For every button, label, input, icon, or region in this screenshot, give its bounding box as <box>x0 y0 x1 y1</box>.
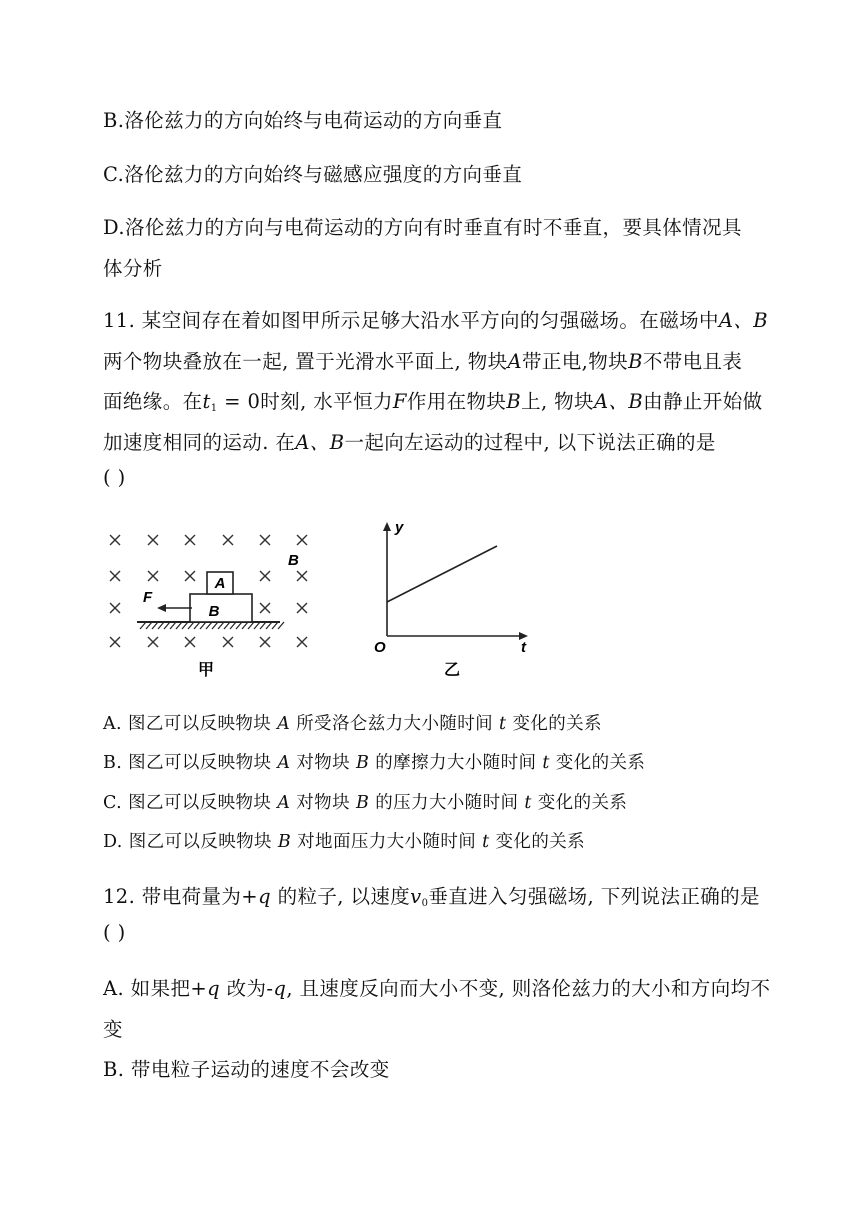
ground-hatch-stroke <box>182 622 188 629</box>
y-axis-label: y <box>395 519 404 536</box>
q10-option-d-line1: D.洛伦兹力的方向与电荷运动的方向有时垂直有时不垂直，要具体情况具 <box>103 216 742 239</box>
label-a: A <box>214 575 226 592</box>
ground-hatch-stroke <box>230 622 236 629</box>
ground-hatch-stroke <box>248 622 254 629</box>
q11-stem-line4: 加速度相同的运动. 在A、B一起向左运动的过程中, 以下说法正确的是 <box>103 431 716 454</box>
q11-stem-line3: 面绝缘。在$t_1 = 0$时刻, 水平恒力F作用在物块B上, 物块A、B由静止开始做 <box>103 390 763 414</box>
ground-hatch-stroke <box>224 622 230 629</box>
caption-yi: 乙 <box>444 662 461 679</box>
figure-yi <box>374 519 528 679</box>
q10-option-b: B.洛伦兹力的方向始终与电荷运动的方向垂直 <box>103 109 503 132</box>
ground-hatch-stroke <box>140 622 146 629</box>
q12-option-b: B. 带电粒子运动的速度不会改变 <box>103 1058 390 1081</box>
ground-hatch-stroke <box>272 622 278 629</box>
graph-line <box>387 546 497 602</box>
label-b-block: B <box>208 603 220 620</box>
ground-hatch-stroke <box>212 622 218 629</box>
figure-jia <box>110 535 307 679</box>
ground-hatch-stroke <box>146 622 152 629</box>
ground-hatch-stroke <box>164 622 170 629</box>
q12-option-a-line2: 变 <box>103 1018 123 1041</box>
q11-option-a: A. 图乙可以反映物块 A 所受洛仑兹力大小随时间 t 变化的关系 <box>103 714 602 734</box>
ground-hatch-stroke <box>266 622 272 629</box>
ground-hatch-stroke <box>218 622 224 629</box>
q11-option-b: B. 图乙可以反映物块 A 对物块 B 的摩擦力大小随时间 t 变化的关系 <box>103 753 646 773</box>
q12-answer-blank: ( ) <box>103 921 126 944</box>
ground-hatch-stroke <box>278 622 284 629</box>
caption-jia: 甲 <box>198 662 215 679</box>
force-arrow-head <box>157 604 166 612</box>
block-b <box>190 594 252 622</box>
ground-hatch-stroke <box>194 622 200 629</box>
q11-option-d: D. 图乙可以反映物块 B 对地面压力大小随时间 t 变化的关系 <box>103 832 586 852</box>
x-axis-label: t <box>521 639 526 656</box>
ground-hatch-stroke <box>242 622 248 629</box>
q11-figure <box>100 512 560 684</box>
ground-hatch-stroke <box>260 622 266 629</box>
q12-option-a-line1: A. 如果把+q 改为-q, 且速度反向而大小不变, 则洛伦兹力的大小和方向均不 <box>103 977 771 1000</box>
ground-hatch-stroke <box>170 622 176 629</box>
q10-option-c: C.洛伦兹力的方向始终与磁感应强度的方向垂直 <box>103 163 523 186</box>
q11-stem-line2: 两个物块叠放在一起, 置于光滑水平面上, 物块A带正电,物块B不带电且表 <box>103 350 743 373</box>
label-b-field: B <box>288 552 299 569</box>
ground-hatch-stroke <box>158 622 164 629</box>
ground-hatch-stroke <box>188 622 194 629</box>
q10-option-d-line2: 体分析 <box>103 257 163 280</box>
origin-label: O <box>374 639 386 656</box>
q11-answer-blank: ( ) <box>103 466 126 489</box>
label-f: F <box>143 589 153 606</box>
ground-hatch-stroke <box>206 622 212 629</box>
ground-hatching <box>140 622 284 629</box>
ground-hatch-stroke <box>236 622 242 629</box>
ground-hatch-stroke <box>254 622 260 629</box>
ground-hatch-stroke <box>176 622 182 629</box>
q11-option-c: C. 图乙可以反映物块 A 对物块 B 的压力大小随时间 t 变化的关系 <box>103 793 628 813</box>
q11-stem-line1: 11. 某空间存在着如图甲所示足够大沿水平方向的匀强磁场。在磁场中A、B <box>103 309 769 332</box>
ground-hatch-stroke <box>200 622 206 629</box>
q12-stem-line1: 12. 带电荷量为+q 的粒子, 以速度$v_0$垂直进入匀强磁场, 下列说法正确的是 <box>103 885 760 909</box>
y-axis-arrow <box>383 522 391 531</box>
ground-hatch-stroke <box>152 622 158 629</box>
